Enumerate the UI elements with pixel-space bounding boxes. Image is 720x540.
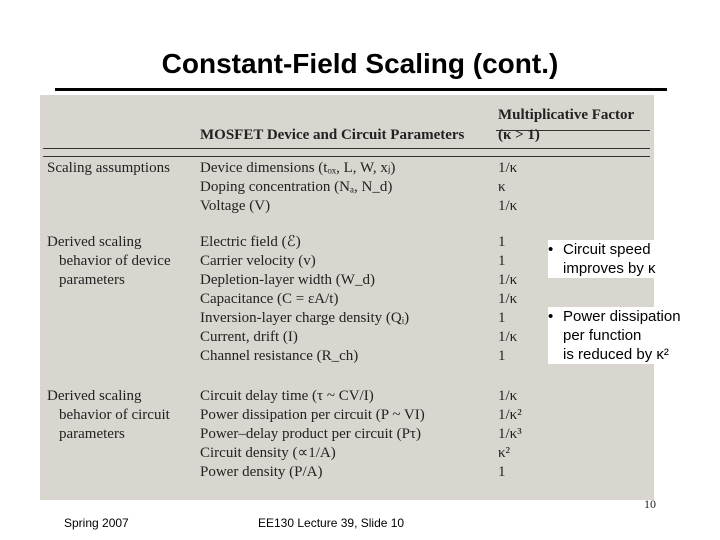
note-line: per function: [548, 326, 718, 345]
category-device-line1: Derived scaling: [47, 234, 142, 250]
note-circuit-speed: [548, 240, 718, 278]
factor-header-line1: Multiplicative Factor: [498, 107, 635, 123]
table-row-factor: 1: [498, 464, 506, 480]
params-header: MOSFET Device and Circuit Parameters: [200, 127, 465, 143]
header-rule-top: [43, 148, 650, 149]
table-row-param: Current, drift (I): [200, 329, 298, 345]
note-line: improves by κ: [548, 259, 718, 278]
scaling-table-image: [40, 95, 654, 500]
category-circuit-line2: behavior of circuit: [59, 407, 170, 423]
table-row-factor: 1/κ: [498, 291, 518, 307]
note-line: is reduced by κ²: [548, 345, 718, 364]
note-line: Circuit speed: [548, 240, 718, 259]
table-row-param: Doping concentration (Nₐ, N_d): [200, 179, 393, 195]
table-row-param: Inversion-layer charge density (Qᵢ): [200, 310, 410, 326]
table-row-factor: 1/κ: [498, 329, 518, 345]
table-row-param: Power–delay product per circuit (Pτ): [200, 426, 421, 442]
table-row-param: Voltage (V): [200, 198, 271, 214]
table-row-param: Circuit density (∝1/A): [200, 445, 336, 461]
table-row-factor: 1/κ²: [498, 407, 522, 423]
table-row-factor: 1: [498, 253, 506, 269]
table-row-param: Electric field (ℰ): [200, 234, 301, 250]
table-row-factor: κ²: [498, 445, 511, 461]
table-row-param: Capacitance (C = εA/t): [200, 291, 339, 307]
table-row-factor: 1/κ³: [498, 426, 522, 442]
bullet: •: [548, 241, 554, 258]
table-row-factor: 1: [498, 310, 506, 326]
table-row-param: Device dimensions (tₒₓ, L, W, xⱼ): [200, 160, 396, 176]
category-circuit-line1: Derived scaling: [47, 388, 142, 404]
header-rule-bottom: [43, 156, 650, 157]
note-power-dissipation: [548, 307, 718, 364]
table-row-param: Carrier velocity (v): [200, 253, 316, 269]
factor-header-line2: (κ > 1): [498, 127, 540, 143]
title-underline: [55, 88, 667, 91]
footer-lecture: EE130 Lecture 39, Slide 10: [258, 516, 405, 530]
category-device-line3: parameters: [59, 272, 125, 288]
table-row-param: Power density (P/A): [200, 464, 323, 480]
book-page-number: 10: [644, 497, 656, 511]
table-row-factor: 1: [498, 234, 506, 250]
table-row-factor: κ: [498, 179, 506, 195]
note-line: Power dissipation: [548, 307, 718, 326]
table-row-factor: 1: [498, 348, 506, 364]
table-row-factor: 1/κ: [498, 198, 518, 214]
category-device-line2: behavior of device: [59, 253, 171, 269]
table-row-factor: 1/κ: [498, 160, 518, 176]
table-row-param: Circuit delay time (τ ~ CV/I): [200, 388, 374, 404]
bullet: •: [548, 308, 554, 325]
table-row-param: Depletion-layer width (W_d): [200, 272, 375, 288]
category-scaling-assumptions: Scaling assumptions: [47, 160, 170, 176]
footer-date: Spring 2007: [64, 516, 129, 530]
slide-title: Constant-Field Scaling (cont.): [161, 48, 559, 79]
category-circuit-line3: parameters: [59, 426, 125, 442]
table-row-factor: 1/κ: [498, 272, 518, 288]
table-row-factor: 1/κ: [498, 388, 518, 404]
table-row-param: Power dissipation per circuit (P ~ VI): [200, 407, 425, 423]
table-row-param: Channel resistance (R_ch): [200, 348, 359, 364]
